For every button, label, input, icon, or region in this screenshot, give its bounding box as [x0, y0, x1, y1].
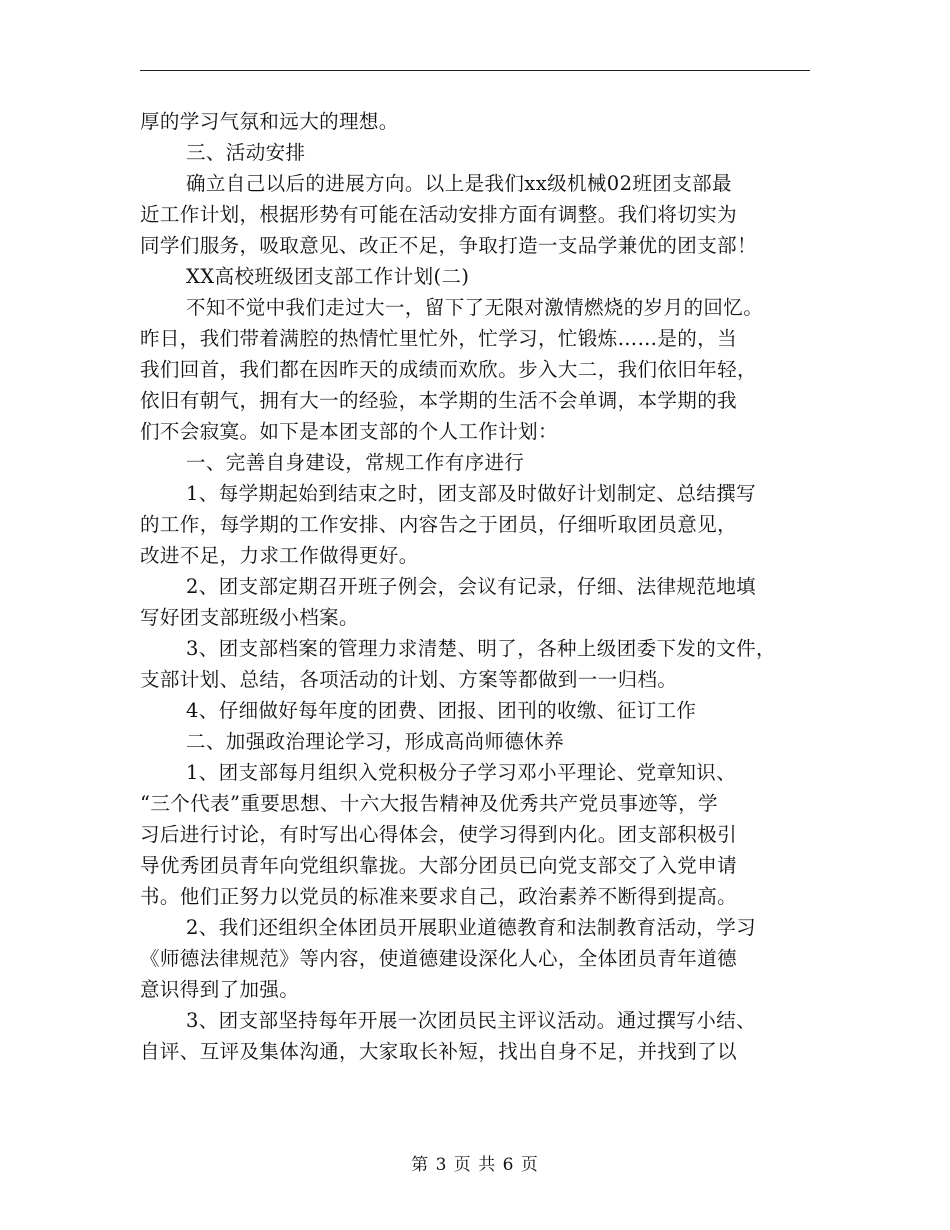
- text-line: 昨日，我们带着满腔的热情忙里忙外，忙学习，忙锻炼……是的，当: [140, 327, 738, 350]
- text-line: 导优秀团员青年向党组织靠拢。大部分团员已向党支部交了入党申请: [140, 854, 738, 877]
- text-line: 3、团支部档案的管理力求清楚、明了，各种上级团委下发的文件，: [186, 637, 776, 660]
- text-line: 写好团支部班级小档案。: [140, 606, 359, 629]
- text-line: “三个代表”重要思想、十六大报告精神及优秀共产党员事迹等，学: [140, 792, 718, 815]
- text-line: 依旧有朝气，拥有大一的经验，本学期的生活不会单调，本学期的我: [140, 389, 738, 412]
- text-line: 自评、互评及集体沟通，大家取长补短，找出自身不足，并找到了以: [140, 1040, 738, 1063]
- text-line: XX高校班级团支部工作计划(二): [186, 265, 470, 288]
- text-line: 二、加强政治理论学习，形成高尚师德休养: [186, 730, 565, 753]
- text-line: 4、仔细做好每年度的团费、团报、团刊的收缴、征订工作: [186, 699, 697, 722]
- text-line: 一、完善自身建设，常规工作有序进行: [186, 451, 525, 474]
- text-line: 改进不足，力求工作做得更好。: [140, 544, 419, 567]
- text-line: 2、团支部定期召开班子例会，会议有记录，仔细、法律规范地填: [186, 575, 757, 598]
- text-line: 意识得到了加强。: [140, 978, 300, 1001]
- text-line: 我们回首，我们都在因昨天的成绩而欢欣。步入大二，我们依旧年轻，: [140, 358, 757, 381]
- text-line: 们不会寂寞。如下是本团支部的个人工作计划：: [140, 420, 558, 443]
- text-line: 习后进行讨论，有时写出心得体会，使学习得到内化。团支部积极引: [140, 823, 738, 846]
- text-line: 的工作，每学期的工作安排、内容告之于团员，仔细听取团员意见，: [140, 513, 738, 536]
- body-text: [140, 106, 812, 1067]
- text-line: 确立自己以后的进展方向。以上是我们xx级机械02班团支部最: [186, 172, 732, 195]
- text-line: 厚的学习气氛和远大的理想。: [140, 110, 399, 133]
- text-line: 3、团支部坚持每年开展一次团员民主评议活动。通过撰写小结、: [186, 1009, 757, 1032]
- text-line: 同学们服务，吸取意见、改正不足，争取打造一支品学兼优的团支部！: [140, 234, 757, 257]
- text-line: 书。他们正努力以党员的标准来要求自己，政治素养不断得到提高。: [140, 885, 738, 908]
- text-line: 《师德法律规范》等内容，使道德建设深化人心，全体团员青年道德: [140, 947, 738, 970]
- text-line: 1、团支部每月组织入党积极分子学习邓小平理论、党章知识、: [186, 761, 737, 784]
- text-line: 近工作计划，根据形势有可能在活动安排方面有调整。我们将切实为: [140, 203, 738, 226]
- text-line: 不知不觉中我们走过大一，留下了无限对激情燃烧的岁月的回忆。: [186, 296, 764, 319]
- text-line: 1、每学期起始到结束之时，团支部及时做好计划制定、总结撰写: [186, 482, 757, 505]
- text-line: 支部计划、总结，各项活动的计划、方案等都做到一一归档。: [140, 668, 678, 691]
- header-rule: [140, 70, 810, 71]
- text-line: 2、我们还组织全体团员开展职业道德教育和法制教育活动，学习: [186, 916, 757, 939]
- text-line: 三、活动安排: [186, 141, 306, 164]
- page-footer: 第 3 页 共 6 页: [411, 1155, 539, 1175]
